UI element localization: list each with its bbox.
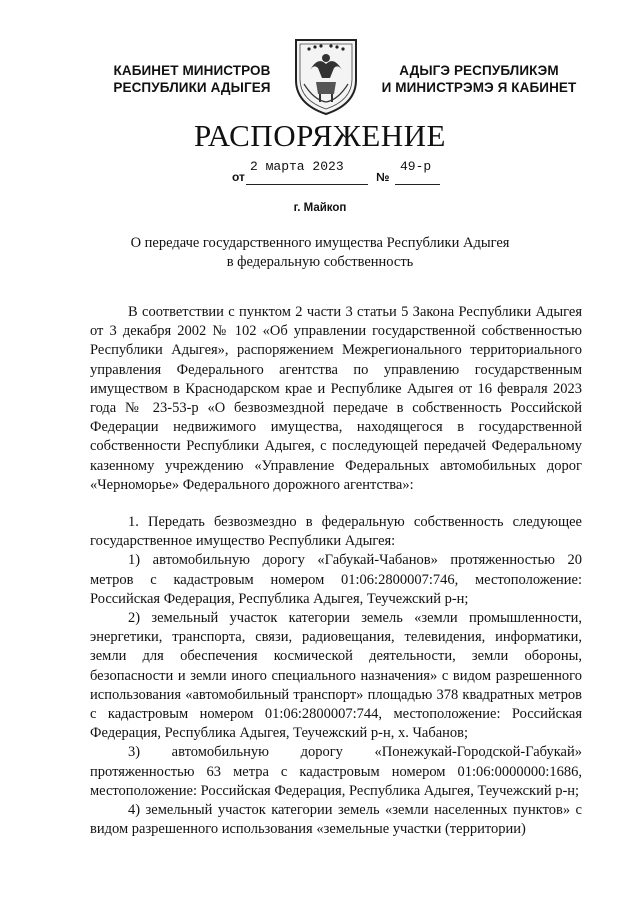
document-number: 49-р xyxy=(400,159,432,174)
issuer-name-adyghe xyxy=(370,62,588,96)
preamble-paragraph: В соответствии с пунктом 2 части 3 статьи 5 Закона Республики Адыгея от 3 декабря 2002 № 102 «Об управлении государственной собственностью Республики Адыгея», распоряжением Межрегионального территориального управления Федерального агентства по управлению государственным имуществом в Краснодарском крае и Республике Адыгея от 16 февраля 2023 года № 23-53-р «О безвозмездной передаче в собственность Российской Федерации недвижимого имущества, находящегося в государственной собственности Республики Адыгея, с последующей передачей Федеральному казенному учреждению «Управление Федеральных автомобильных дорог «Черноморье» Федерального дорожного агентства»: xyxy=(90,304,582,493)
issuer-line-2: РЕСПУБЛИКИ АДЫГЕЯ xyxy=(113,80,271,95)
document-date: 2 марта 2023 xyxy=(250,159,344,174)
issuer-adyghe-line-1: АДЫГЭ РЕСПУБЛИКЭМ xyxy=(399,63,559,78)
subject-line-1: О передаче государственного имущества Республики Адыгея xyxy=(130,235,510,251)
item-3-paragraph: 3) автомобильную дорогу «Понежукай-Городской-Габукай» протяженностью 63 метра с кадастровым номером 01:06:0000000:1686, местоположение: Российская Федерация, Республика Адыгея, Теучежский р-н; xyxy=(90,744,582,799)
item-1-paragraph: 1) автомобильную дорогу «Габукай-Чабанов» протяженностью 20 метров с кадастровым номером 01:06:2800007:746, местоположение: Российская Федерация, Республика Адыгея, Теучежский р-н; xyxy=(90,552,582,607)
coat-of-arms-icon xyxy=(290,34,362,118)
subject-line-2: в федеральную собственность xyxy=(226,254,414,270)
document-type-title: РАСПОРЯЖЕНИЕ xyxy=(194,118,446,153)
date-label: от xyxy=(232,170,245,184)
clause-1-paragraph: 1. Передать безвозмездно в федеральную собственность следующее государственное имущество Республики Адыгея: xyxy=(90,514,582,550)
document-body xyxy=(90,303,582,839)
issuer-name-russian xyxy=(104,62,280,96)
item-4-paragraph: 4) земельный участок категории земель «земли населенных пунктов» с видом разрешенного использования «земельные участки (территории) xyxy=(90,802,582,838)
issuer-line-1: КАБИНЕТ МИНИСТРОВ xyxy=(113,63,271,78)
document-subject xyxy=(100,234,540,272)
number-underline xyxy=(395,184,440,185)
item-2-paragraph: 2) земельный участок категории земель «земли промышленности, энергетики, транспорта, связи, радиовещания, телевидения, информатики, земли для обеспечения космической деятельности, земли обороны, безопасности и земли иного специального назначения» с видом разрешенного использования «автомобильный транспорт» площадью 378 квадратных метров с кадастровым номером 01:06:2800007:744, местоположение: Российская Федерация, Республика Адыгея, Теучежский р-н, х. Чабанов; xyxy=(90,610,582,742)
city-label: г. Майкоп xyxy=(293,202,347,214)
date-number-row xyxy=(0,158,640,188)
issuer-adyghe-line-2: И МИНИСТРЭМЭ Я КАБИНЕТ xyxy=(381,80,577,95)
number-label: № xyxy=(376,170,390,184)
date-underline xyxy=(246,184,368,185)
